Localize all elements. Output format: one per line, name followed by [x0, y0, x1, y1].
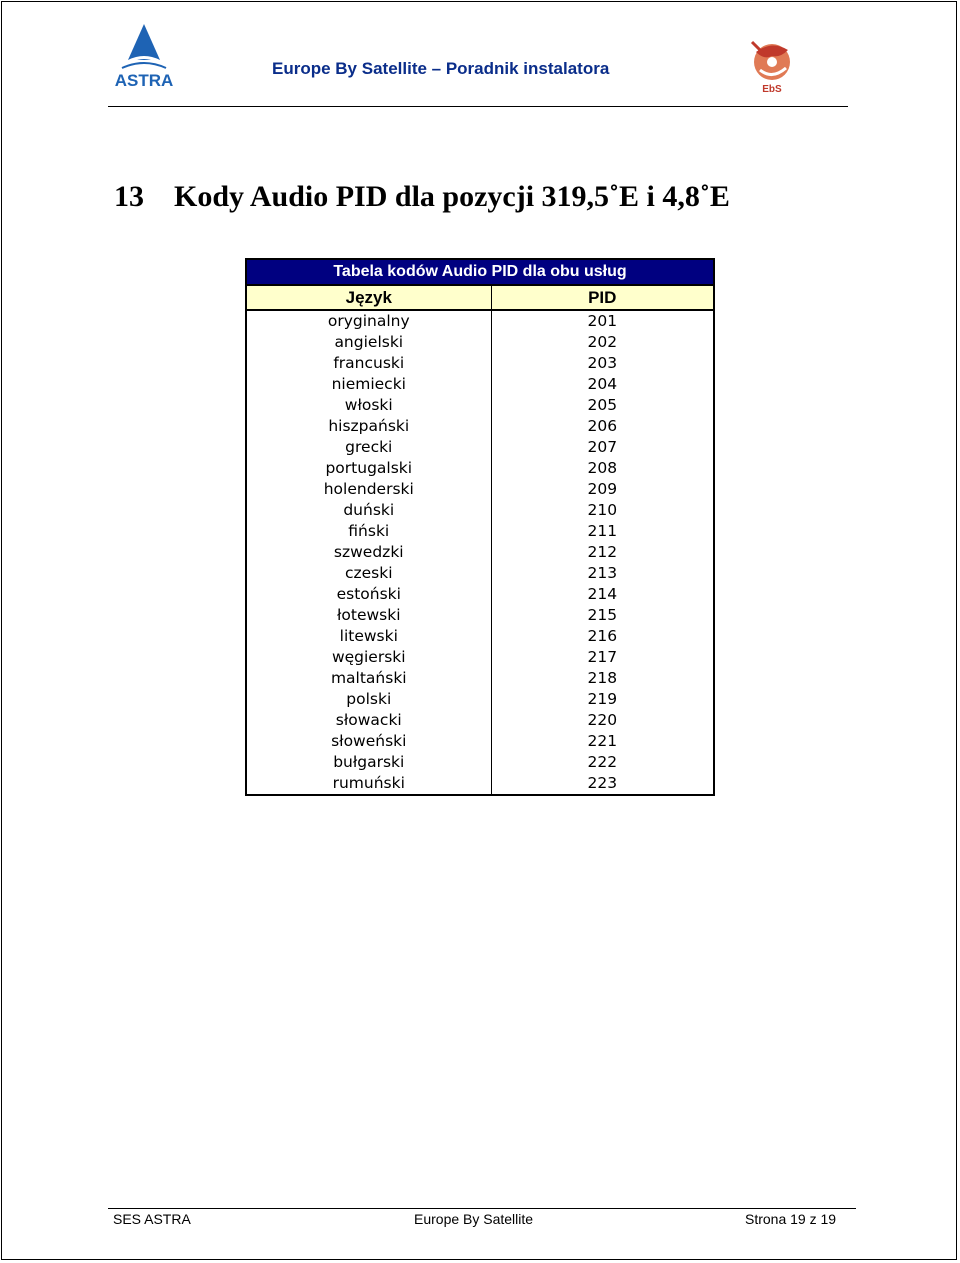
pid-cell: 218 — [587, 669, 618, 687]
column-header-pid: PID — [491, 285, 714, 310]
language-cell: angielski — [246, 332, 491, 353]
table-row — [246, 353, 714, 374]
table-row — [246, 437, 714, 458]
language-cell: łotewski — [246, 605, 491, 626]
pid-cell: 203 — [587, 354, 618, 372]
pid-cell: 216 — [587, 627, 618, 645]
table-body — [246, 310, 714, 795]
language-cell: słowacki — [246, 710, 491, 731]
pid-cell: 221 — [587, 732, 618, 750]
pid-cell: 219 — [587, 690, 618, 708]
language-cell: litewski — [246, 626, 491, 647]
table-row — [246, 458, 714, 479]
language-cell: hiszpański — [246, 416, 491, 437]
language-cell: słoweński — [246, 731, 491, 752]
pid-cell: 201 — [587, 312, 618, 330]
language-cell: włoski — [246, 395, 491, 416]
pid-cell: 215 — [587, 606, 618, 624]
table-row — [246, 626, 714, 647]
pid-cell: 210 — [587, 501, 618, 519]
pid-cell: 208 — [587, 459, 618, 477]
pid-cell: 213 — [587, 564, 618, 582]
table-row — [246, 416, 714, 437]
language-cell: szwedzki — [246, 542, 491, 563]
table-row — [246, 710, 714, 731]
table-row — [246, 668, 714, 689]
language-cell: niemiecki — [246, 374, 491, 395]
table-row — [246, 374, 714, 395]
language-cell: polski — [246, 689, 491, 710]
table-row — [246, 479, 714, 500]
table-row — [246, 521, 714, 542]
table-caption: Tabela kodów Audio PID dla obu usług — [246, 259, 714, 285]
header-title: Europe By Satellite – Poradnik instalatora — [272, 59, 610, 78]
ebs-logo-text: EbS — [762, 84, 782, 95]
section-heading — [114, 180, 730, 214]
astra-logo-text: ASTRA — [114, 71, 174, 90]
language-cell: węgierski — [246, 647, 491, 668]
header-rule — [108, 106, 848, 107]
pid-cell: 206 — [587, 417, 618, 435]
pid-cell: 204 — [587, 375, 618, 393]
pid-cell: 222 — [587, 753, 618, 771]
language-cell: czeski — [246, 563, 491, 584]
section-title: Kody Audio PID dla pozycji 319,5˚E i 4,8˚E — [174, 180, 730, 213]
language-cell: holenderski — [246, 479, 491, 500]
pid-cell: 211 — [587, 522, 618, 540]
language-cell: estoński — [246, 584, 491, 605]
table-row — [246, 332, 714, 353]
pid-cell: 205 — [587, 396, 618, 414]
table-row — [246, 563, 714, 584]
table-row — [246, 605, 714, 626]
pid-cell: 223 — [587, 774, 618, 792]
table-row — [246, 584, 714, 605]
footer-title: Europe By Satellite — [414, 1211, 534, 1227]
table-row — [246, 731, 714, 752]
language-cell: duński — [246, 500, 491, 521]
pid-cell: 209 — [587, 480, 618, 498]
footer-page-number: Strona 19 z 19 — [745, 1211, 837, 1227]
table-row — [246, 689, 714, 710]
language-cell: rumuński — [246, 773, 491, 795]
table-row — [246, 773, 714, 795]
table-row — [246, 310, 714, 332]
pid-cell: 214 — [587, 585, 618, 603]
pid-cell: 212 — [587, 543, 618, 561]
table-row — [246, 500, 714, 521]
astra-logo — [108, 22, 180, 92]
language-cell: portugalski — [246, 458, 491, 479]
footer-rule — [108, 1208, 856, 1209]
footer-company: SES ASTRA — [113, 1211, 191, 1227]
section-number: 13 — [114, 180, 144, 213]
column-header-language: Język — [246, 285, 491, 310]
language-cell: fiński — [246, 521, 491, 542]
language-cell: oryginalny — [246, 310, 491, 332]
table-row — [246, 647, 714, 668]
table-row — [246, 542, 714, 563]
language-cell: grecki — [246, 437, 491, 458]
ebs-logo — [746, 36, 798, 96]
audio-pid-table — [245, 258, 715, 796]
pid-cell: 217 — [587, 648, 618, 666]
table-row — [246, 395, 714, 416]
table-row — [246, 752, 714, 773]
language-cell: bułgarski — [246, 752, 491, 773]
pid-cell: 207 — [587, 438, 618, 456]
language-cell: francuski — [246, 353, 491, 374]
language-cell: maltański — [246, 668, 491, 689]
pid-cell: 220 — [587, 711, 618, 729]
pid-cell: 202 — [587, 333, 618, 351]
